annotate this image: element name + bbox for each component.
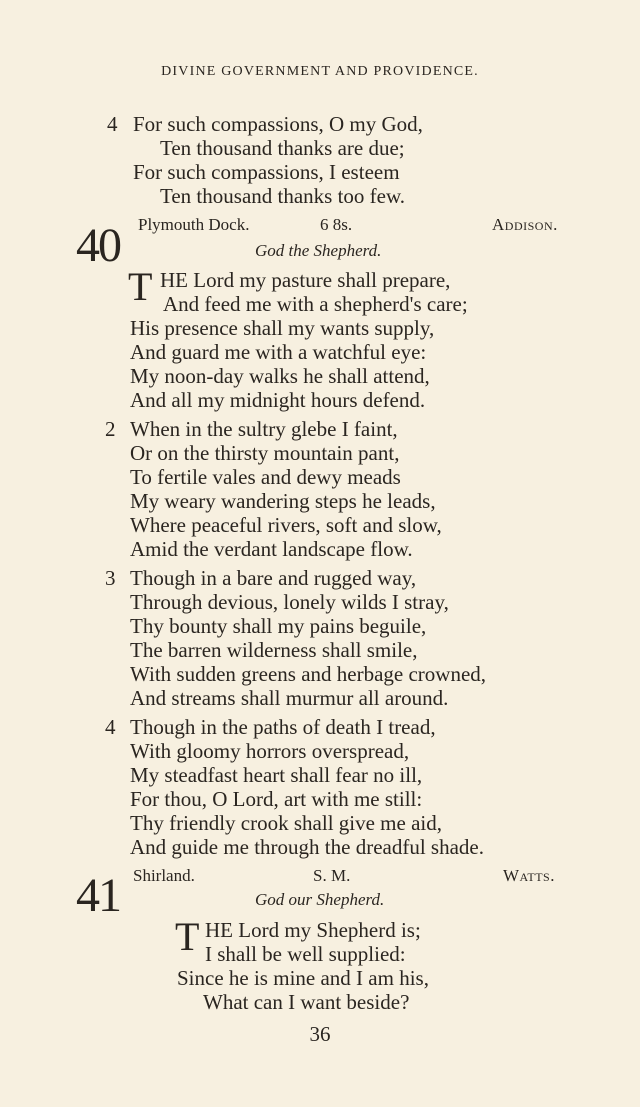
tune-name: Shirland. [133, 866, 195, 885]
verse-line: HE Lord my pasture shall prepare, [160, 268, 451, 292]
hymn-number: 41 [76, 869, 120, 922]
verse-line: For thou, O Lord, art with me still: [130, 787, 423, 811]
verse-line: And all my midnight hours defend. [130, 388, 426, 412]
verse-line: With sudden greens and herbage crowned, [130, 662, 487, 686]
verse-line: Or on the thirsty mountain pant, [130, 441, 400, 465]
tune-name: Plymouth Dock. [138, 215, 250, 234]
verse-number: 4 [107, 112, 118, 136]
author: Watts. [503, 866, 555, 885]
meter: 6 8s. [320, 215, 353, 234]
running-head: DIVINE GOVERNMENT AND PROVIDENCE. [161, 64, 479, 79]
page-number: 36 [309, 1022, 331, 1046]
drop-cap: T [175, 914, 200, 959]
verse-line: When in the sultry glebe I faint, [130, 417, 398, 441]
verse-line: And feed me with a shepherd's care; [163, 292, 468, 316]
meter: S. M. [313, 866, 351, 885]
verse-line: And guide me through the dreadful shade. [130, 835, 484, 859]
verse-line: With gloomy horrors overspread, [130, 739, 410, 763]
hymn-subtitle: God the Shepherd. [255, 241, 382, 260]
verse-line: Though in the paths of death I tread, [130, 715, 436, 739]
verse-number: 2 [105, 417, 116, 441]
verse-line: I shall be well supplied: [205, 942, 406, 966]
verse-line: Thy friendly crook shall give me aid, [130, 811, 442, 835]
verse-line: My steadfast heart shall fear no ill, [130, 763, 423, 787]
verse-number: 3 [105, 566, 116, 590]
author: Addison. [492, 215, 558, 234]
verse-line: Ten thousand thanks too few. [160, 184, 406, 208]
verse-line: Thy bounty shall my pains beguile, [130, 614, 427, 638]
verse-line: My noon-day walks he shall attend, [130, 364, 430, 388]
verse-line: Through devious, lonely wilds I stray, [130, 590, 449, 614]
verse-line: My weary wandering steps he leads, [130, 489, 436, 513]
verse-line: Since he is mine and I am his, [177, 966, 429, 990]
verse-number: 4 [105, 715, 116, 739]
hymn-number: 40 [76, 219, 120, 272]
verse-line: Ten thousand thanks are due; [160, 136, 405, 160]
drop-cap: T [128, 264, 153, 309]
verse-line: Amid the verdant landscape flow. [130, 537, 413, 561]
hymn-subtitle: God our Shepherd. [255, 890, 385, 909]
verse-line: What can I want beside? [203, 990, 410, 1014]
verse-line: The barren wilderness shall smile, [130, 638, 418, 662]
verse-line: Where peaceful rivers, soft and slow, [130, 513, 442, 537]
verse-line: And guard me with a watchful eye: [130, 340, 427, 364]
verse-line: For such compassions, O my God, [133, 112, 423, 136]
verse-line: His presence shall my wants supply, [130, 316, 435, 340]
verse-line: Though in a bare and rugged way, [130, 566, 417, 590]
verse-line: To fertile vales and dewy meads [130, 465, 401, 489]
verse-line: And streams shall murmur all around. [130, 686, 449, 710]
verse-line: For such compassions, I esteem [133, 160, 400, 184]
verse-line: HE Lord my Shepherd is; [205, 918, 421, 942]
